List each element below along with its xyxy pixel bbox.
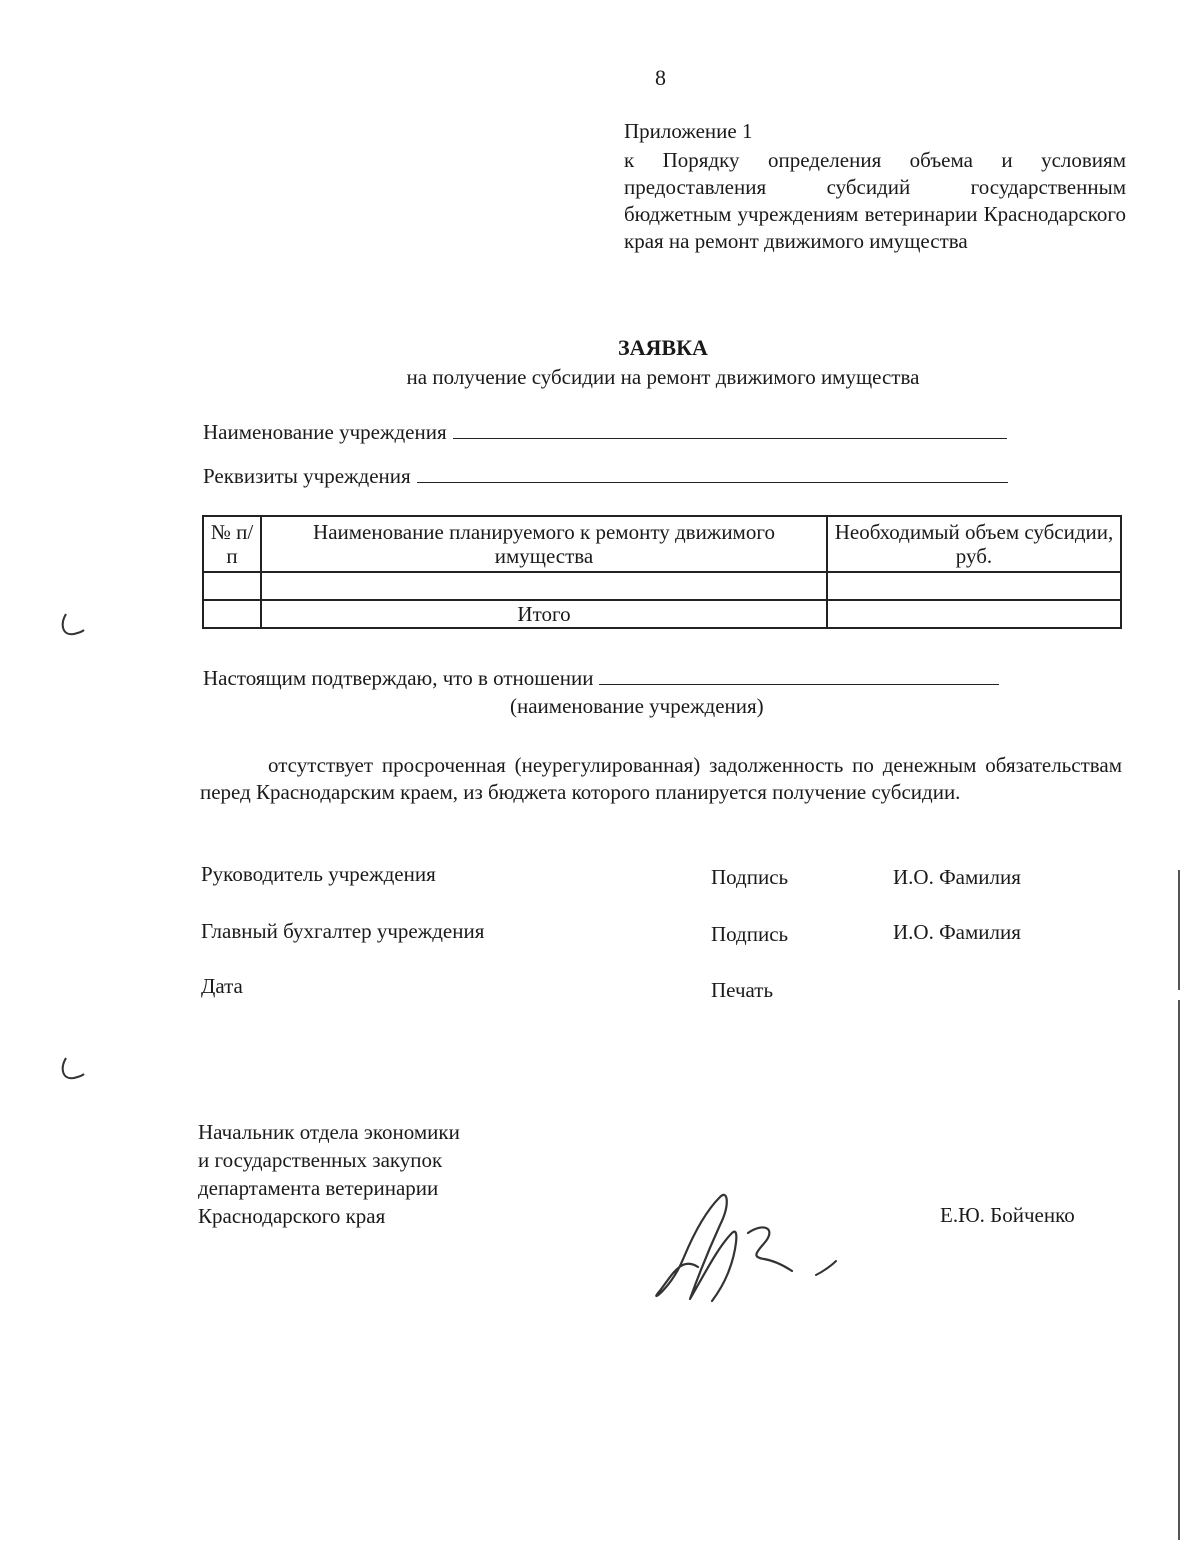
signatory-label: Руководитель учреждения bbox=[201, 862, 436, 886]
footer-position-line: департамента ветеринарии bbox=[198, 1176, 439, 1200]
total-amount-cell[interactable] bbox=[827, 600, 1121, 628]
signature-placeholder: Подпись bbox=[711, 922, 789, 946]
debt-statement: отсутствует просроченная (неурегулированная) задолженность по денежным обязательствам перед Краснодарским краем, из бюджета которого планируется получение субсидии. bbox=[200, 753, 1122, 804]
footer-position-line: и государственных закупок bbox=[198, 1148, 443, 1172]
seal-placeholder: Печать bbox=[711, 978, 774, 1002]
signatory-label: Главный бухгалтер учреждения bbox=[201, 919, 485, 943]
footer-name: Е.Ю. Бойченко bbox=[940, 1203, 1075, 1227]
confirmation-institution-field[interactable] bbox=[599, 664, 999, 685]
institution-details-label: Реквизиты учреждения bbox=[203, 464, 411, 488]
total-label: Итого bbox=[261, 600, 827, 628]
table-cell[interactable] bbox=[203, 572, 261, 600]
header-amount: Необходимый объем субсидии, руб. bbox=[827, 516, 1121, 572]
header-name: Наименование планируемого к ремонту движимого имущества bbox=[261, 516, 827, 572]
footer-position-line: Краснодарского края bbox=[198, 1204, 386, 1228]
appendix-text: к Порядку определения объема и условиям предоставления субсидий государственным бюджетным учреждениям ветеринарии Краснодарского края на ремонт движимого имущества bbox=[624, 148, 1126, 254]
subsidy-table bbox=[202, 515, 1122, 629]
institution-details-row bbox=[203, 462, 1008, 490]
punch-hole-mark bbox=[60, 1056, 86, 1086]
confirmation-text: Настоящим подтверждаю, что в отношении bbox=[203, 666, 594, 690]
appendix-title: Приложение 1 bbox=[624, 119, 753, 143]
confirmation-row bbox=[203, 664, 999, 692]
institution-name-row bbox=[203, 418, 1007, 446]
table-row bbox=[203, 572, 1121, 600]
signatory-name: И.О. Фамилия bbox=[893, 865, 1021, 889]
page-number: 8 bbox=[655, 65, 666, 90]
handwritten-signature bbox=[640, 1175, 850, 1310]
date-label: Дата bbox=[201, 974, 243, 998]
document-title: ЗАЯВКА bbox=[618, 335, 708, 360]
scan-edge-line bbox=[1178, 1000, 1180, 1540]
institution-details-field[interactable] bbox=[417, 462, 1008, 483]
table-cell bbox=[203, 600, 261, 628]
scan-edge-line bbox=[1178, 870, 1180, 990]
footer-position-line: Начальник отдела экономики bbox=[198, 1120, 460, 1144]
table-cell[interactable] bbox=[827, 572, 1121, 600]
document-subtitle: на получение субсидии на ремонт движимого имущества bbox=[406, 365, 920, 389]
table-header-row bbox=[203, 516, 1121, 572]
institution-name-label: Наименование учреждения bbox=[203, 420, 447, 444]
signature-placeholder: Подпись bbox=[711, 865, 789, 889]
table-total-row bbox=[203, 600, 1121, 628]
header-num: № п/п bbox=[203, 516, 261, 572]
table-cell[interactable] bbox=[261, 572, 827, 600]
appendix-header bbox=[624, 118, 1126, 255]
punch-hole-mark bbox=[60, 612, 86, 642]
institution-name-field[interactable] bbox=[453, 418, 1007, 439]
signatory-name: И.О. Фамилия bbox=[893, 920, 1021, 944]
confirmation-hint: (наименование учреждения) bbox=[510, 694, 764, 718]
footer-position bbox=[198, 1118, 460, 1230]
